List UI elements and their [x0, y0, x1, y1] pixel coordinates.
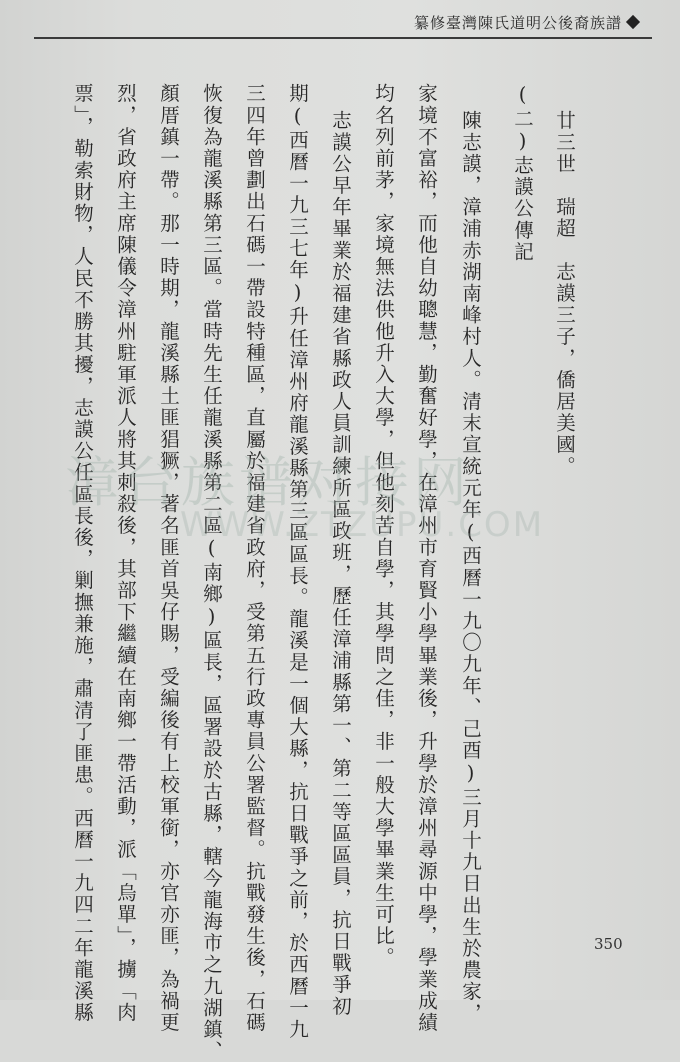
body-column-9: 烈，省政府主席陳儀令漳州駐軍派人將其刺殺後，其部下繼續在南鄉一帶活動，派「烏單」，擄「肉 [114, 83, 137, 1024]
body-column-10: 票」，勒索財物，人民不勝其擾，志謨公任區長後，剿撫兼施，肅清了匪患。西曆一九四二年龍溪縣 [71, 83, 94, 1024]
body-column-3: 均名列前茅，家境無法供他升入大學，但他刻苦自學，其學問之佳，非一般大學畢業生可比。 [372, 83, 395, 969]
header-rule [34, 37, 652, 39]
watermark-url: WWW.ZTZUPU.COM [180, 505, 545, 545]
body-column-7: 恢復為龍溪縣第三區。當時先生任龍溪縣第二區(南鄉)區長，區署設於古縣，轄今龍海市之九湖鎮、 [200, 83, 223, 1062]
running-header [414, 11, 638, 33]
page-number: 350 [594, 935, 623, 953]
body-column-5: 期(西曆一九三七年)升任漳州府龍溪縣第三區區長。龍溪是一個大縣，抗日戰爭之前，於西曆一九 [286, 83, 309, 1041]
header-title: 纂修臺灣陳氏道明公後裔族譜 [413, 13, 622, 32]
body-column-6: 三四年曾劃出石碼一帶設特種區，直屬於福建省政府，受第五行政專員公署監督。抗戰發生後，石碼 [243, 83, 266, 1034]
section-number: (二) [511, 83, 534, 155]
body-column-1: 陳志謨，漳浦赤湖南峰村人。清末宣統元年(西曆一九〇九年、己酉)三月十九日出生於農家， [459, 110, 482, 1025]
generation-line: 廿三世 瑞超 志謨三子，僑居美國。 [553, 110, 576, 478]
diamond-icon [626, 15, 640, 29]
body-column-8: 顏厝鎮一帶。那一時期，龍溪縣土匪猖獗，著名匪首吳仔賜，受編後有上校軍銜，亦官亦匪，為禍更 [157, 83, 180, 1034]
body-column-2: 家境不富裕，而他自幼聰慧，勤奮好學，在漳州市育賢小學畢業後，升學於漳州尋源中學，學業成績 [415, 83, 438, 1034]
watermark-text: 漳台族谱对接网 [65, 451, 471, 514]
section-title: 志謨公傳記 [511, 154, 534, 263]
section-heading [500, 83, 544, 263]
body-column-4: 志謨公早年畢業於福建省縣政人員訓練所區政班，歷任漳浦縣第一、第二等區區員，抗日戰爭初 [329, 110, 352, 1018]
